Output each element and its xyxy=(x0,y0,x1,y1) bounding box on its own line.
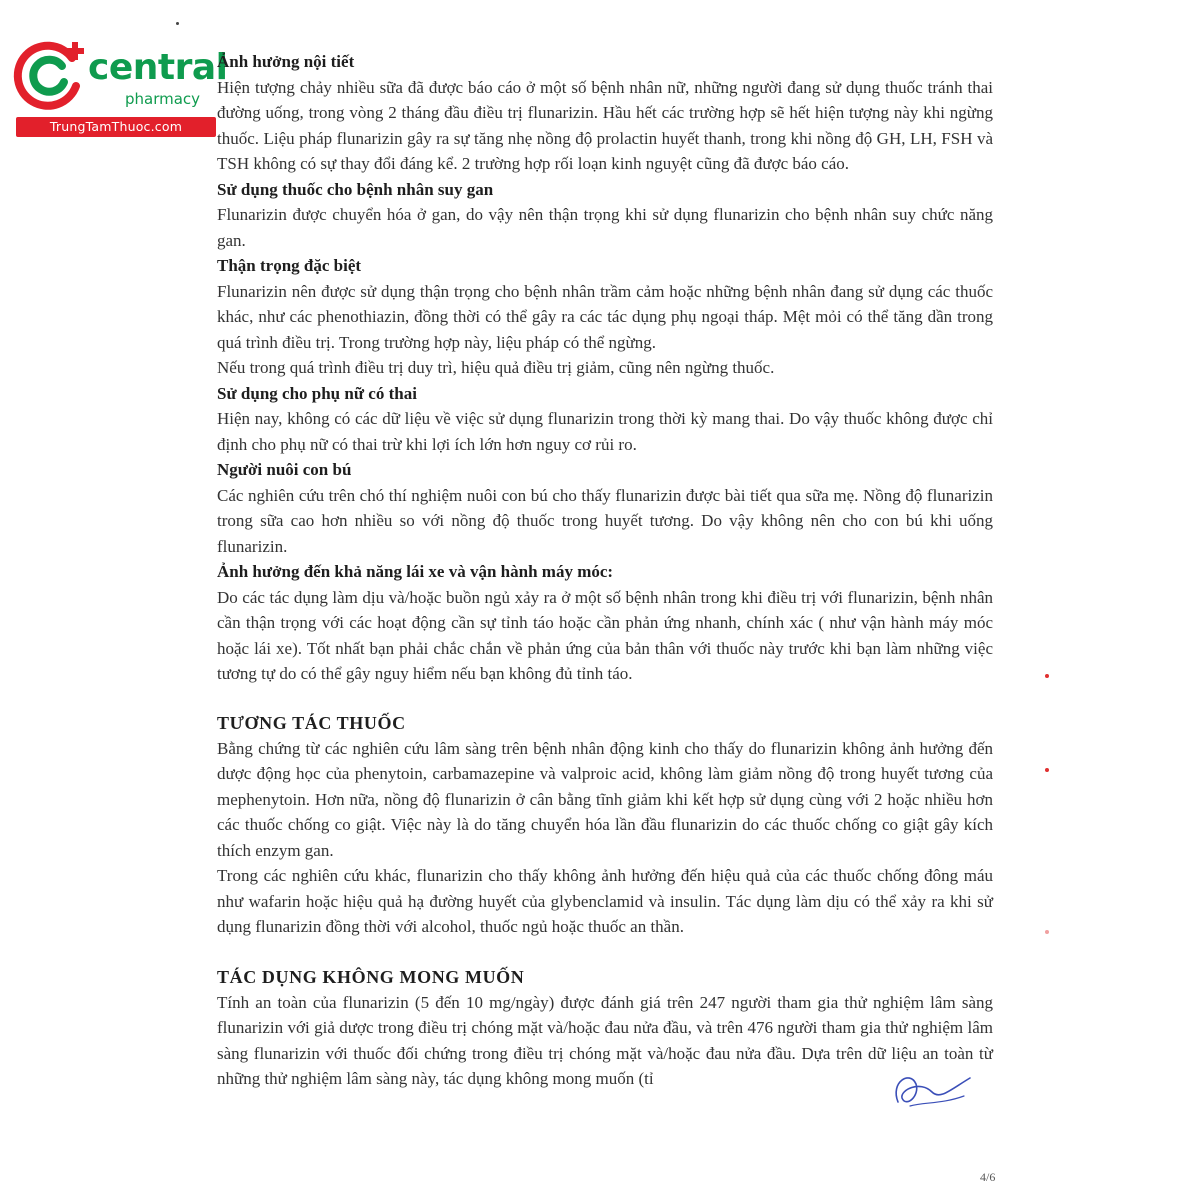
heading-liver-failure: Sử dụng thuốc cho bệnh nhân suy gan xyxy=(217,179,494,199)
paragraph-pregnancy: Hiện nay, không có các dữ liệu về việc sử dụng flunarizin trong thời kỳ mang thai. Do vậy thuốc không được chỉ định cho phụ nữ có thai trừ khi lợi ích lớn hơn nguy cơ rủi ro. xyxy=(217,409,993,454)
logo-subtitle: pharmacy xyxy=(125,90,201,108)
logo-name: central xyxy=(88,47,228,88)
heading-driving: Ảnh hưởng đến khả năng lái xe và vận hành máy móc: xyxy=(217,562,614,581)
page-number: 4/6 xyxy=(980,1170,996,1184)
signature-mark xyxy=(880,1062,980,1122)
heading-breastfeeding: Người nuôi con bú xyxy=(217,460,352,479)
scan-mark-3 xyxy=(1045,930,1049,934)
section-title-adverse-effects: TÁC DỤNG KHÔNG MONG MUỐN xyxy=(217,966,525,987)
paragraph-adverse-effects: Tính an toàn của flunarizin (5 đến 10 mg/ngày) được đánh giá trên 247 người tham gia thử nghiệm lâm sàng flunarizin với giả dược trong điều trị chóng mặt và/hoặc đau nửa đầu, và trên 476 người tham gia thử nghiệm lâm sàng flunarizin với thuốc đối chứng trong điều trị chóng mặt và/hoặc đau nửa đầu. Dựa trên dữ liệu an toàn từ những thử nghiệm lâm sàng này, tác dụng không mong muốn (tỉ xyxy=(217,992,993,1088)
document-content xyxy=(217,49,993,1092)
paragraph-driving: Do các tác dụng làm dịu và/hoặc buồn ngủ xảy ra ở một số bệnh nhân trong khi điều trị với flunarizin, bệnh nhân cần thận trọng với các hoạt động cần sự tỉnh táo hoặc cần phản ứng nhanh, chính xác ( như vận hành máy móc hoặc lái xe). Tốt nhất bạn phải chắc chắn về phản ứng của bản thân với thuốc này trước khi bạn làm những việc tương tự do có thể gây nguy hiểm nếu bạn không đủ tỉnh táo. xyxy=(217,587,993,683)
heading-special-precautions: Thận trọng đặc biệt xyxy=(217,256,362,275)
section-title-interactions: TƯƠNG TÁC THUỐC xyxy=(217,712,406,733)
heading-pregnancy: Sử dụng cho phụ nữ có thai xyxy=(217,383,417,403)
paragraph-interactions-2: Trong các nghiên cứu khác, flunarizin cho thấy không ảnh hưởng đến hiệu quả của các thuốc chống đông máu như wafarin hoặc hiệu quả hạ đường huyết của glybenclamid và insulin. Tác dụng làm dịu có thể xảy ra khi sử dụng flunarizin đồng thời với alcohol, thuốc ngủ hoặc thuốc an thần. xyxy=(217,866,993,936)
logo-url-badge[interactable]: TrungTamThuoc.com xyxy=(16,117,216,137)
scan-speck xyxy=(176,22,179,25)
scan-mark-1 xyxy=(1045,674,1049,678)
paragraph-special-precautions-2: Nếu trong quá trình điều trị duy trì, hiệu quả điều trị giảm, cũng nên ngừng thuốc. xyxy=(217,358,775,377)
paragraph-interactions: Bằng chứng từ các nghiên cứu lâm sàng trên bệnh nhân động kinh cho thấy do flunarizin không ảnh hưởng đến dược động học của phenytoin, carbamazepine và valproic acid, không làm giảm nồng độ trong huyết tương của mephenytoin. Hơn nữa, nồng độ flunarizin ở cân bằng tĩnh giảm khi kết hợp sử dụng cùng với 2 hoặc nhiều hơn các thuốc chống co giật. Việc này là do tăng chuyển hóa lần đầu flunarizin do các thuốc chống co giật gây kích thích enzym gan. xyxy=(217,738,993,860)
paragraph-liver-failure: Flunarizin được chuyển hóa ở gan, do vậy nên thận trọng khi sử dụng flunarizin cho bệnh nhân suy chức năng gan. xyxy=(217,205,993,250)
paragraph-special-precautions: Flunarizin nên được sử dụng thận trọng cho bệnh nhân trầm cảm hoặc những bệnh nhân đang sử dụng các thuốc khác, như các phenothiazin, đồng thời có thể gây ra các tác dụng phụ ngoại tháp. Mệt mỏi có thể tăng dần trong quá trình điều trị. Trong trường hợp này, liệu pháp có thể ngừng. xyxy=(217,281,993,352)
paragraph-breastfeeding: Các nghiên cứu trên chó thí nghiệm nuôi con bú cho thấy flunarizin được bài tiết qua sữa mẹ. Nồng độ flunarizin trong sữa cao hơn nhiều so với nồng độ thuốc trong huyết tương. Do vậy không nên cho con bú khi uống flunarizin. xyxy=(217,485,993,556)
heading-endocrine: Ảnh hưởng nội tiết xyxy=(217,52,355,71)
central-pharmacy-logo[interactable] xyxy=(8,34,228,138)
central-logo-icon xyxy=(10,36,90,116)
paragraph-endocrine: Hiện tượng chảy nhiều sữa đã được báo cáo ở một số bệnh nhân nữ, những người đang sử dụng thuốc tránh thai đường uống, trong vòng 2 tháng đầu điều trị flunarizin. Hầu hết các trường hợp sẽ hết hiện tượng này khi ngừng thuốc. Liệu pháp flunarizin gây ra sự tăng nhẹ nồng độ prolactin huyết thanh, trong khi nồng độ GH, LH, FSH và TSH không có sự thay đổi đáng kể. 2 trường hợp rối loạn kinh nguyệt cũng đã được báo cáo. xyxy=(217,77,993,173)
scan-mark-2 xyxy=(1045,768,1049,772)
